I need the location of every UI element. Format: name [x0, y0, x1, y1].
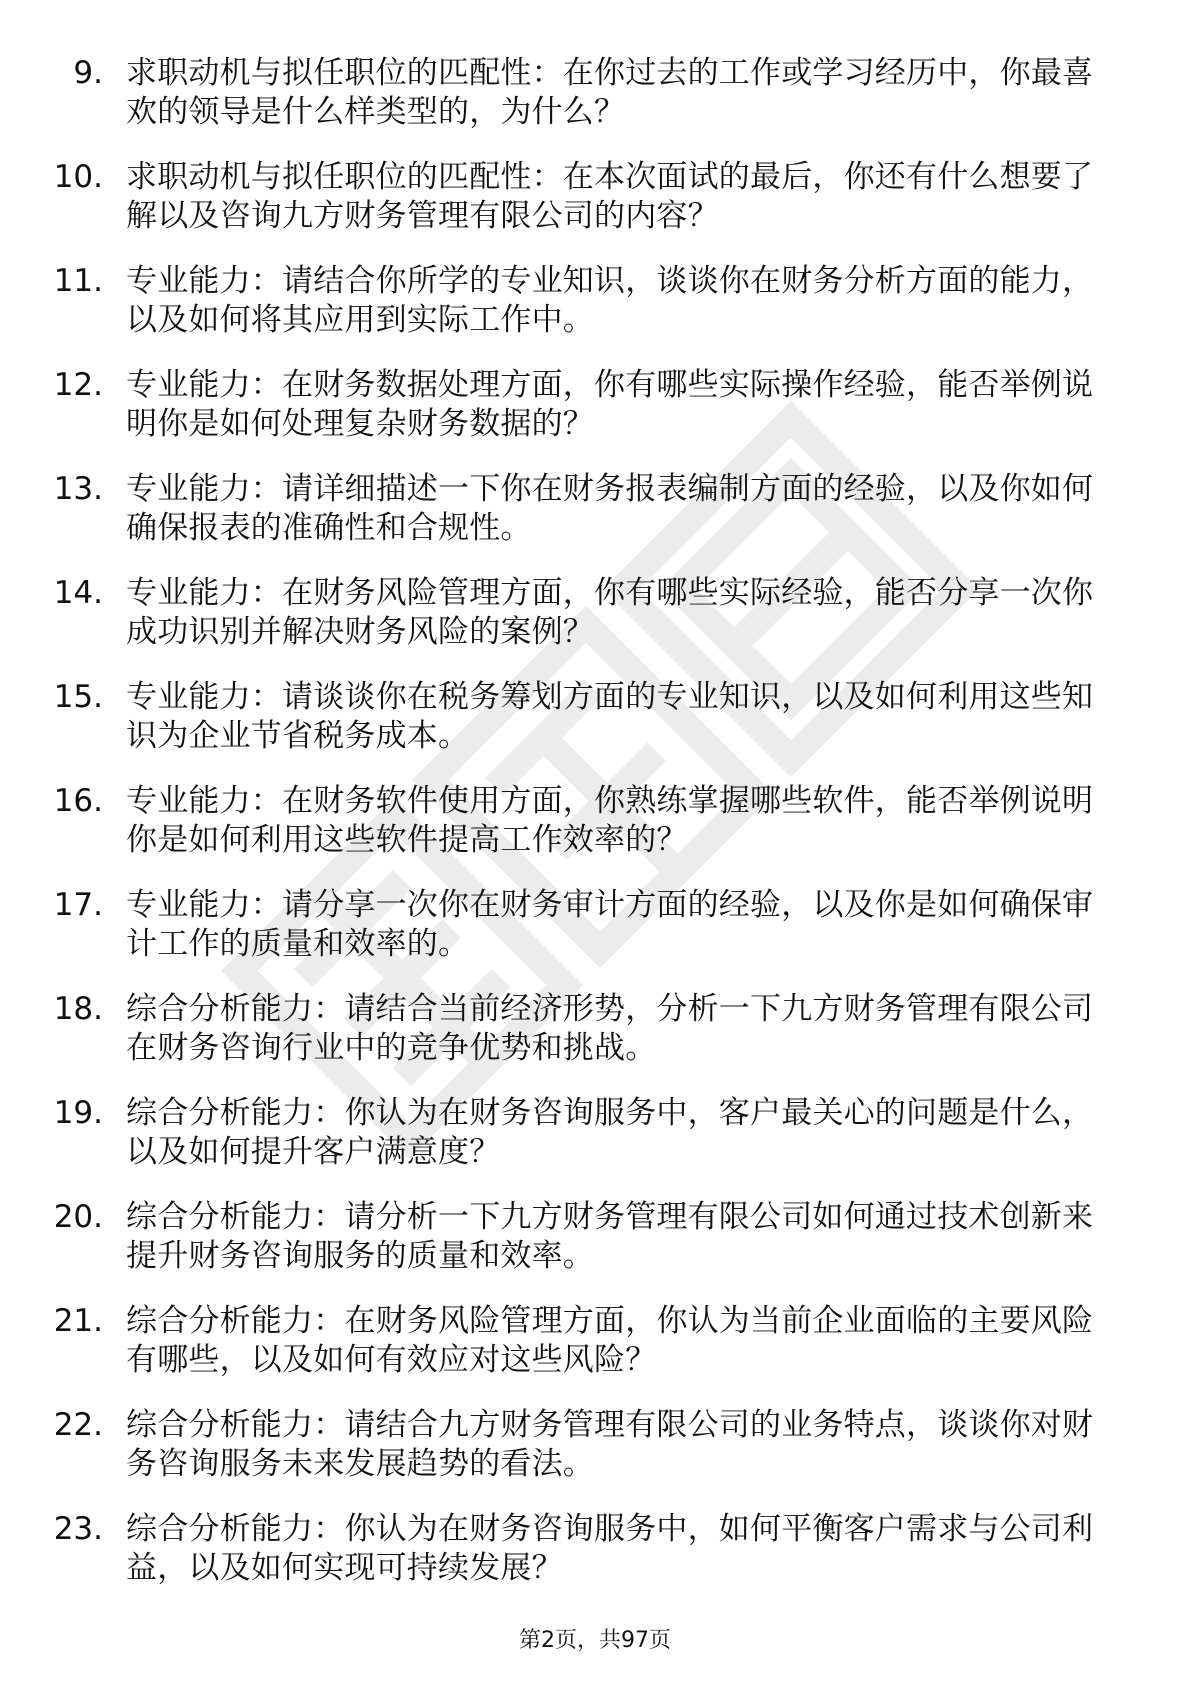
question-text: 求职动机与拟任职位的匹配性：在你过去的工作或学习经历中，你最喜欢的领导是什么样类型的，为什么？ — [126, 55, 1094, 130]
question-number: 16. — [53, 783, 103, 819]
list-item — [0, 1302, 1190, 1406]
list-item — [0, 470, 1190, 574]
question-number: 13. — [53, 471, 103, 507]
list-item — [0, 574, 1190, 678]
question-text: 综合分析能力：请结合当前经济形势，分析一下九方财务管理有限公司在财务咨询行业中的竞争优势和挑战。 — [126, 991, 1094, 1066]
question-text: 专业能力：在财务风险管理方面，你有哪些实际经验，能否分享一次你成功识别并解决财务风险的案例？ — [126, 575, 1094, 650]
question-number: 21. — [53, 1303, 103, 1339]
question-text: 专业能力：在财务软件使用方面，你熟练掌握哪些软件，能否举例说明你是如何利用这些软件提高工作效率的？ — [126, 783, 1094, 858]
question-number: 14. — [53, 575, 103, 611]
question-text: 专业能力：请谈谈你在税务筹划方面的专业知识，以及如何利用这些知识为企业节省税务成本。 — [126, 679, 1094, 754]
list-item — [0, 54, 1190, 158]
question-number: 9. — [73, 55, 103, 91]
list-item — [0, 678, 1190, 782]
list-item — [0, 990, 1190, 1094]
question-text: 专业能力：在财务数据处理方面，你有哪些实际操作经验，能否举例说明你是如何处理复杂财务数据的？ — [126, 367, 1094, 442]
list-item — [0, 1510, 1190, 1614]
question-text: 综合分析能力：在财务风险管理方面，你认为当前企业面临的主要风险有哪些，以及如何有效应对这些风险？ — [126, 1303, 1094, 1378]
question-number: 12. — [53, 367, 103, 403]
list-item — [0, 782, 1190, 886]
question-text: 专业能力：请分享一次你在财务审计方面的经验，以及你是如何确保审计工作的质量和效率的。 — [126, 887, 1094, 962]
list-item — [0, 158, 1190, 262]
list-item — [0, 1094, 1190, 1198]
question-number: 20. — [53, 1199, 103, 1235]
question-number: 19. — [53, 1095, 103, 1131]
question-number: 22. — [53, 1407, 103, 1443]
question-list — [0, 54, 1190, 1614]
question-number: 23. — [53, 1511, 103, 1547]
list-item — [0, 1198, 1190, 1302]
list-item — [0, 1406, 1190, 1510]
question-text: 专业能力：请结合你所学的专业知识，谈谈你在财务分析方面的能力，以及如何将其应用到实际工作中。 — [126, 263, 1094, 338]
question-text: 综合分析能力：请结合九方财务管理有限公司的业务特点，谈谈你对财务咨询服务未来发展趋势的看法。 — [126, 1407, 1094, 1482]
question-text: 求职动机与拟任职位的匹配性：在本次面试的最后，你还有什么想要了解以及咨询九方财务管理有限公司的内容？ — [126, 159, 1094, 234]
question-number: 17. — [53, 887, 103, 923]
question-text: 综合分析能力：你认为在财务咨询服务中，如何平衡客户需求与公司利益，以及如何实现可持续发展？ — [126, 1511, 1094, 1586]
question-number: 15. — [53, 679, 103, 715]
list-item — [0, 262, 1190, 366]
question-number: 18. — [53, 991, 103, 1027]
page-number: 第2页，共97页 — [519, 1628, 671, 1653]
list-item — [0, 886, 1190, 990]
question-text: 专业能力：请详细描述一下你在财务报表编制方面的经验，以及你如何确保报表的准确性和合规性。 — [126, 471, 1094, 546]
question-text: 综合分析能力：请分析一下九方财务管理有限公司如何通过技术创新来提升财务咨询服务的质量和效率。 — [126, 1199, 1094, 1274]
question-number: 10. — [53, 159, 103, 195]
list-item — [0, 366, 1190, 470]
question-number: 11. — [53, 263, 103, 299]
question-text: 综合分析能力：你认为在财务咨询服务中，客户最关心的问题是什么，以及如何提升客户满意度？ — [126, 1095, 1094, 1170]
